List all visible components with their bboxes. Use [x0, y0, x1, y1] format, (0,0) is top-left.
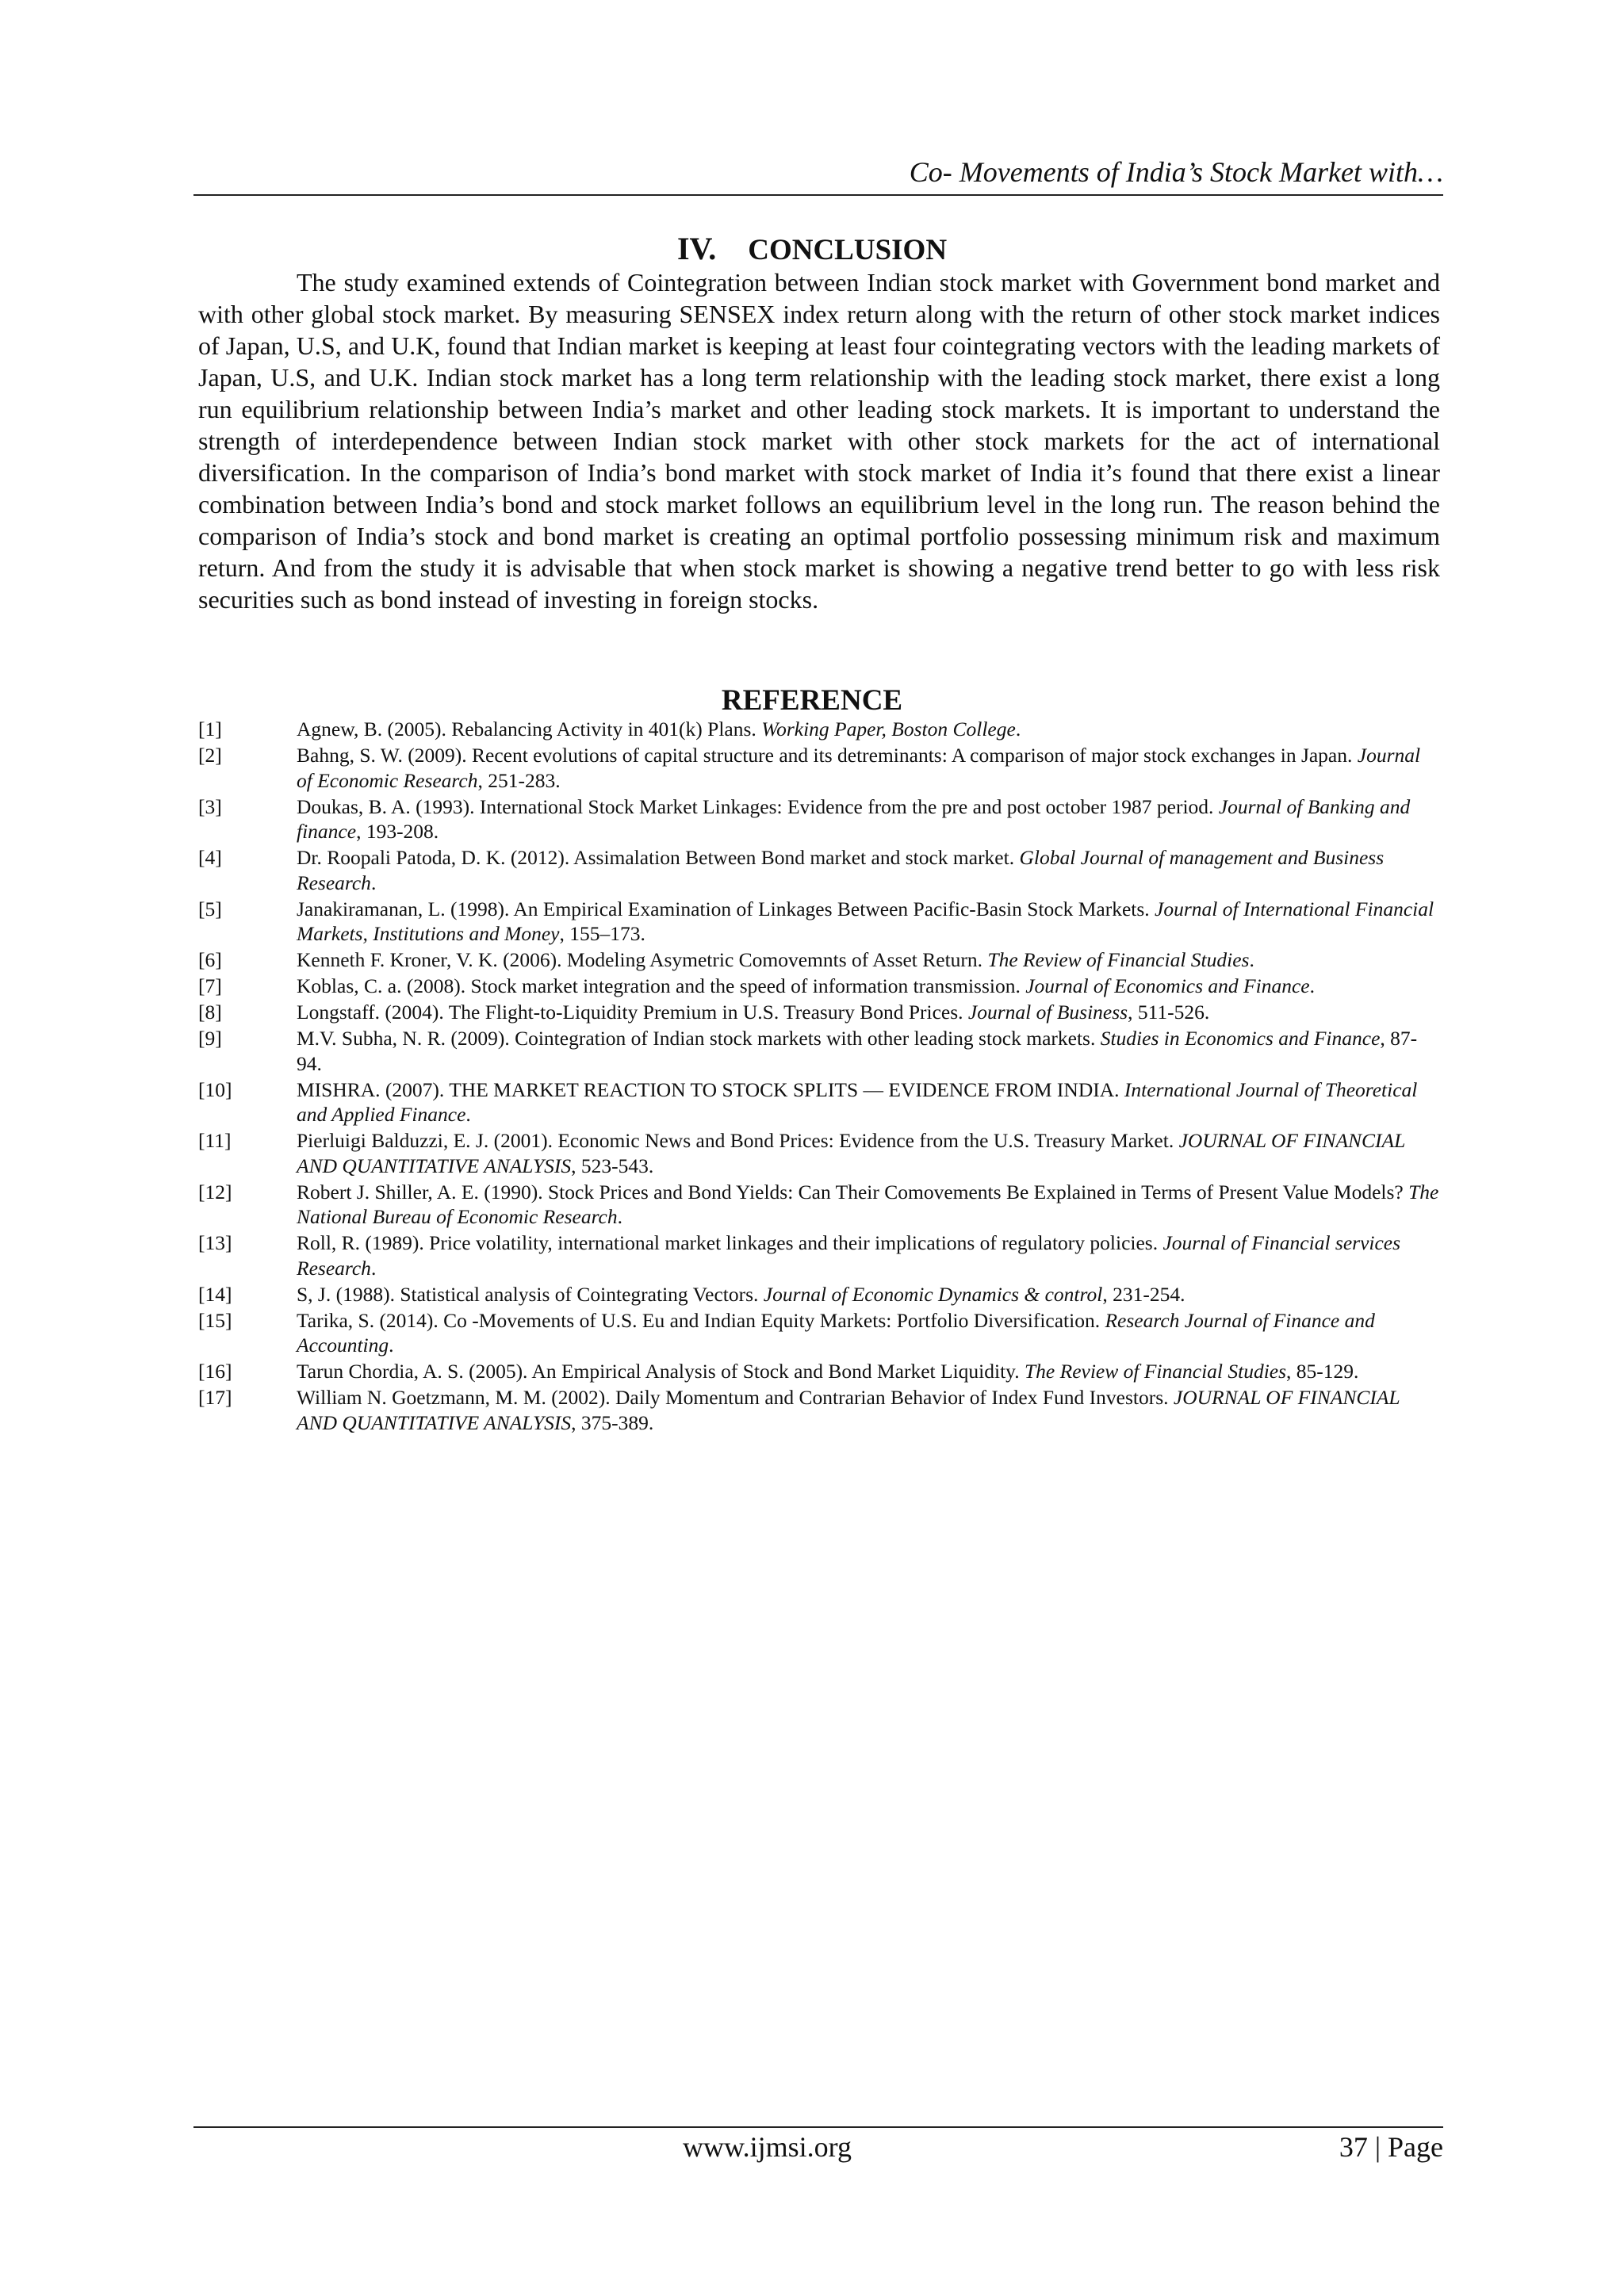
- reference-citation: Tarun Chordia, A. S. (2005). An Empirical Analysis of Stock and Bond Market Liquidity.: [297, 1360, 1025, 1383]
- reference-number: [5]: [198, 897, 222, 920]
- reference-text: [297, 1077, 1440, 1127]
- reference-citation: MISHRA. (2007). THE MARKET REACTION TO STOCK SPLITS — EVIDENCE FROM INDIA.: [297, 1077, 1124, 1101]
- reference-number: [11]: [198, 1129, 232, 1152]
- reference-text: [297, 845, 1440, 895]
- references-heading: REFERENCE: [721, 684, 903, 717]
- reference-item: [198, 1282, 1440, 1307]
- reference-source: JOURNAL OF FINANCIAL AND QUANTITATIVE ANALYSIS: [297, 1129, 1405, 1177]
- reference-pages: , 375-389.: [571, 1410, 654, 1434]
- reference-item: [198, 1359, 1440, 1384]
- reference-citation: M.V. Subha, N. R. (2009). Cointegration of Indian stock markets with other leading stock markets.: [297, 1027, 1101, 1050]
- reference-item: [198, 1128, 1440, 1178]
- reference-item: [198, 717, 1440, 742]
- reference-item: [198, 1180, 1440, 1230]
- reference-number: [7]: [198, 974, 222, 997]
- reference-citation: Dr. Roopali Patoda, D. K. (2012). Assimalation Between Bond market and stock market.: [297, 846, 1020, 869]
- reference-pages: , 523-543.: [571, 1154, 654, 1177]
- reference-text: [297, 1026, 1440, 1076]
- reference-pages: , 251-283.: [477, 768, 561, 792]
- reference-citation: Kenneth F. Kroner, V. K. (2006). Modeling Asymetric Comovemnts of Asset Return.: [297, 948, 988, 971]
- reference-pages: , 511-526.: [1128, 1001, 1210, 1024]
- reference-source: Research Journal of Finance and Accounting: [297, 1308, 1375, 1357]
- reference-number: [12]: [198, 1180, 232, 1203]
- reference-item: [198, 974, 1440, 999]
- reference-citation: William N. Goetzmann, M. M. (2002). Daily Momentum and Contrarian Behavior of Index Fund Investors.: [297, 1386, 1174, 1409]
- reference-citation: Koblas, C. a. (2008). Stock market integration and the speed of information transmission.: [297, 974, 1026, 997]
- reference-number: [10]: [198, 1077, 232, 1101]
- reference-item: [198, 1385, 1440, 1435]
- reference-source: The National Bureau of Economic Research: [297, 1180, 1439, 1228]
- header-rule: [193, 194, 1443, 196]
- reference-text: [297, 794, 1440, 844]
- reference-number: [3]: [198, 794, 222, 818]
- reference-pages: , 231-254.: [1102, 1282, 1185, 1306]
- reference-source: Journal of Economic Research: [297, 744, 1421, 792]
- reference-pages: , 87-94.: [297, 1027, 1418, 1075]
- footer-page-number: 37 | Page: [1339, 2131, 1443, 2163]
- reference-source: Journal of Financial services Research: [297, 1231, 1401, 1280]
- reference-source: Global Journal of management and Business Research: [297, 846, 1385, 894]
- reference-source: Studies in Economics and Finance: [1100, 1027, 1381, 1050]
- reference-source: Journal of International Financial Markets, Institutions and Money: [297, 897, 1434, 945]
- reference-number: [8]: [198, 1001, 222, 1024]
- reference-list: [198, 717, 1440, 1437]
- reference-item: [198, 1026, 1440, 1076]
- reference-source: Journal of Economics and Finance: [1025, 974, 1310, 997]
- reference-text: [297, 717, 1440, 742]
- reference-pages: , 155–173.: [559, 922, 645, 945]
- reference-pages: .: [1015, 718, 1021, 740]
- reference-source: The Review of Financial Studies: [1025, 1360, 1287, 1383]
- reference-text: [297, 1230, 1440, 1280]
- reference-citation: Longstaff. (2004). The Flight-to-Liquidity Premium in U.S. Treasury Bond Prices.: [297, 1001, 968, 1024]
- reference-text: [297, 974, 1440, 999]
- conclusion-paragraph: The study examined extends of Cointegration between Indian stock market with Government bond market and with other global stock market. By measuring SENSEX index return along with the return of other stock market indices of Japan, U.S, and U.K, found that Indian market is keeping at least four cointegrating vectors with the leading markets of Japan, U.S, and U.K. Indian stock market has a long term relationship with the leading stock market, there exist a long run equilibrium relationship between India’s market and other leading stock markets. It is important to understand the strength of interdependence between Indian stock market with other stock markets for the act of international diversification. In the comparison of India’s bond market with stock market of India it’s found that there exist a linear combination between India’s bond and stock market follows an equilibrium level in the long run. The reason behind the comparison of India’s stock and bond market is creating an optimal portfolio possessing minimum risk and maximum return. And from the study it is advisable that when stock market is showing a negative trend better to go with less risk securities such as bond instead of investing in foreign stocks.: [198, 268, 1440, 614]
- reference-item: [198, 794, 1440, 844]
- reference-pages: .: [617, 1205, 622, 1228]
- reference-number: [17]: [198, 1386, 232, 1409]
- reference-pages: .: [1309, 974, 1315, 997]
- reference-citation: Robert J. Shiller, A. E. (1990). Stock Prices and Bond Yields: Can Their Comovements Be Explained in Terms of Present Value Models?: [297, 1180, 1409, 1203]
- reference-item: [198, 1308, 1440, 1358]
- reference-text: [297, 1385, 1440, 1435]
- reference-citation: Tarika, S. (2014). Co -Movements of U.S. Eu and Indian Equity Markets: Portfolio Diversification.: [297, 1308, 1105, 1332]
- reference-item: [198, 1230, 1440, 1280]
- reference-text: [297, 1359, 1440, 1384]
- reference-source: International Journal of Theoretical and Applied Finance: [297, 1077, 1418, 1126]
- reference-pages: .: [370, 871, 377, 894]
- reference-source: Working Paper, Boston College: [761, 718, 1016, 740]
- reference-text: [297, 1282, 1440, 1307]
- reference-item: [198, 743, 1440, 793]
- reference-item: [198, 947, 1440, 973]
- reference-pages: , 193-208.: [356, 820, 439, 843]
- reference-pages: .: [1249, 948, 1254, 971]
- reference-pages: .: [389, 1334, 394, 1357]
- reference-item: [198, 897, 1440, 947]
- reference-text: [297, 1000, 1440, 1025]
- reference-item: [198, 845, 1440, 895]
- reference-citation: Janakiramanan, L. (1998). An Empirical Examination of Linkages Between Pacific-Basin Stock Markets.: [297, 897, 1155, 920]
- reference-text: [297, 1128, 1440, 1178]
- reference-pages: .: [370, 1256, 377, 1280]
- reference-number: [6]: [198, 948, 222, 971]
- reference-item: [198, 1077, 1440, 1127]
- reference-pages: .: [465, 1103, 471, 1126]
- reference-text: [297, 1308, 1440, 1358]
- section-title: CONCLUSION: [748, 234, 948, 266]
- section-number: IV.: [676, 231, 717, 266]
- reference-citation: Doukas, B. A. (1993). International Stock Market Linkages: Evidence from the pre and post october 1987 period.: [297, 794, 1219, 818]
- reference-number: [16]: [198, 1360, 232, 1383]
- reference-number: [4]: [198, 846, 222, 869]
- reference-text: [297, 947, 1440, 973]
- reference-citation: S, J. (1988). Statistical analysis of Cointegrating Vectors.: [297, 1282, 764, 1306]
- section-heading: [0, 230, 1624, 267]
- reference-number: [15]: [198, 1308, 232, 1332]
- reference-number: [2]: [198, 744, 222, 767]
- reference-text: [297, 743, 1440, 793]
- reference-citation: Pierluigi Balduzzi, E. J. (2001). Economic News and Bond Prices: Evidence from the U.S. Treasury Market.: [297, 1129, 1179, 1152]
- reference-number: [1]: [198, 718, 222, 740]
- reference-source: The Review of Financial Studies: [987, 948, 1250, 971]
- reference-source: Journal of Banking and finance: [297, 794, 1411, 843]
- reference-text: [297, 1180, 1440, 1230]
- running-header: Co- Movements of India’s Stock Market with…: [909, 156, 1443, 188]
- reference-source: Journal of Business: [967, 1001, 1128, 1024]
- reference-citation: Agnew, B. (2005). Rebalancing Activity in 401(k) Plans.: [297, 718, 762, 740]
- reference-citation: Bahng, S. W. (2009). Recent evolutions of capital structure and its detreminants: A comparison of major stock exchanges in Japan.: [297, 744, 1358, 767]
- reference-number: [9]: [198, 1027, 222, 1050]
- reference-number: [14]: [198, 1282, 232, 1306]
- reference-source: JOURNAL OF FINANCIAL AND QUANTITATIVE ANALYSIS: [297, 1386, 1400, 1434]
- reference-citation: Roll, R. (1989). Price volatility, international market linkages and their implications of regulatory policies.: [297, 1231, 1163, 1254]
- reference-item: [198, 1000, 1440, 1025]
- reference-text: [297, 897, 1440, 947]
- reference-source: Journal of Economic Dynamics & control: [763, 1282, 1103, 1306]
- reference-number: [13]: [198, 1231, 232, 1254]
- footer-website: www.ijmsi.org: [683, 2131, 852, 2163]
- reference-pages: , 85-129.: [1286, 1360, 1359, 1383]
